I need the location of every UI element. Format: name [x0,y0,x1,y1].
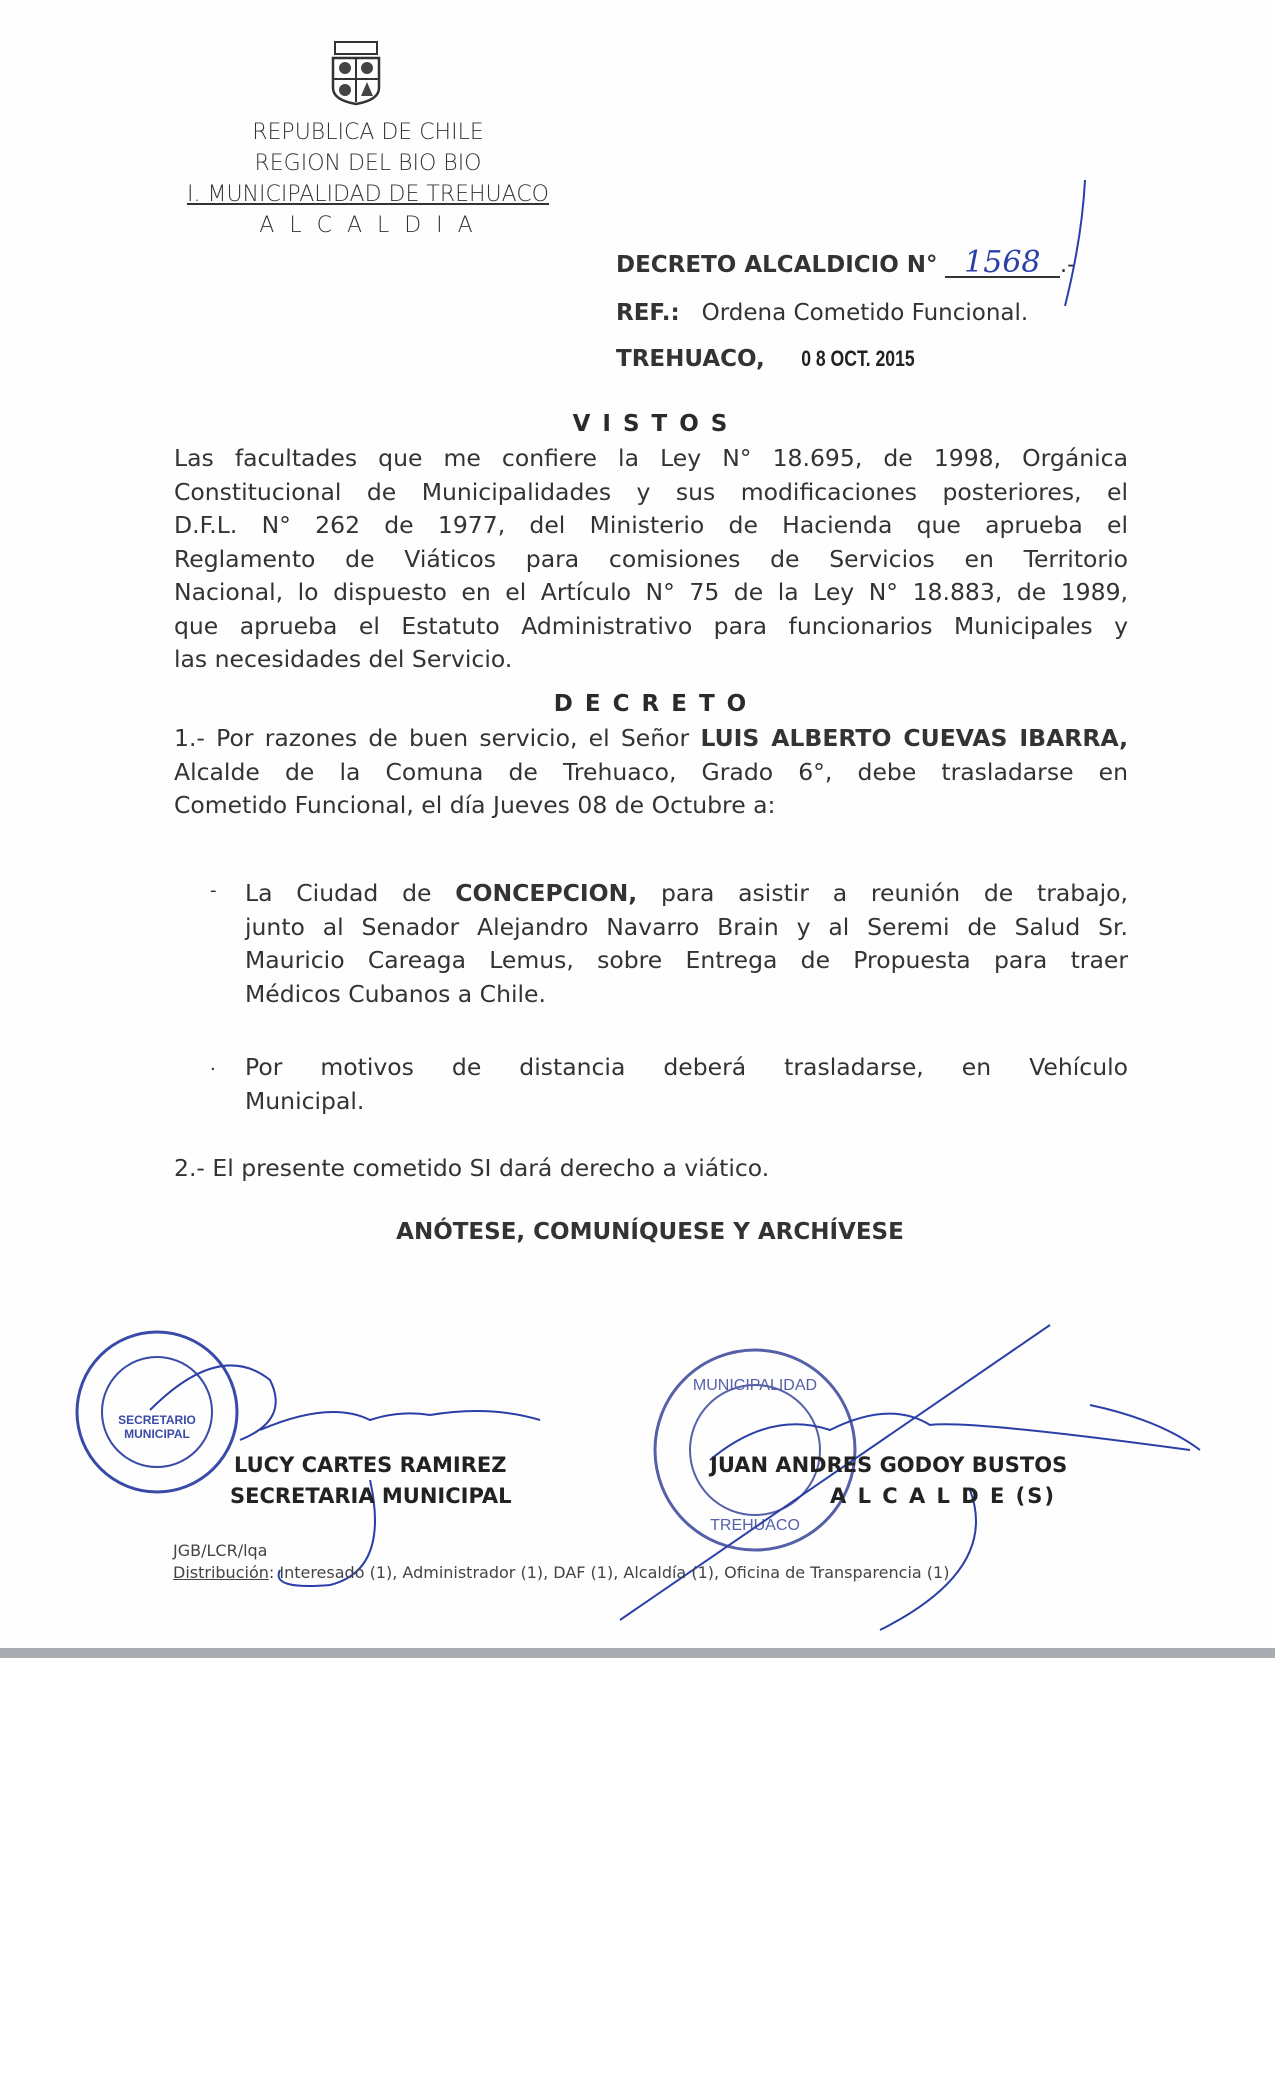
decree-label: DECRETO ALCALDICIO N° [616,252,938,278]
vistos-paragraph [174,442,1128,677]
item2-line: 2.- El presente cometido SI dará derecho a viático. [174,1154,770,1182]
svg-text:TREHUACO: TREHUACO [710,1517,800,1534]
svg-text:SECRETARIO: SECRETARIO [118,1413,196,1427]
city-name: CONCEPCION, [455,879,638,907]
vistos-line: las necesidades del Servicio. [174,645,513,673]
decreto-heading: D E C R E T O [553,691,749,717]
decreto-item-2 [174,1152,1128,1186]
secretary-stamp [77,1332,237,1492]
vistos-line: Las facultades que me confiere la Ley N° 18.695, de 1998, Orgánica [174,444,1128,472]
bullet-marker: . [210,1054,216,1075]
bullet2-line: Municipal. [245,1086,365,1115]
ref-line [616,300,1028,326]
bullet-marker: - [210,880,217,901]
place-date-line [616,346,929,372]
decree-suffix: .- [1059,252,1076,278]
item1-line: Alcalde de la Comuna de Trehuaco, Grado 6°, debe trasladarse en [174,757,1128,786]
header-region: REGION DEL BIO BIO [254,151,482,176]
distribution-label: Distribución [173,1563,269,1582]
decreto-bullet-2 [245,1051,1128,1118]
page-edge-shadow [0,1648,1275,1658]
secretary-name: LUCY CARTES RAMIREZ [234,1453,507,1477]
mayor-name-signature: JUAN ANDRES GODOY BUSTOS [710,1453,1068,1477]
handwritten-slash [1060,178,1090,308]
distribution-line [173,1563,949,1582]
mayor-name: LUIS ALBERTO CUEVAS IBARRA, [700,724,1128,752]
mayor-title: A L C A L D E (S) [830,1484,1056,1508]
header-republic: REPUBLICA DE CHILE [252,120,484,145]
ref-text: Ordena Cometido Funcional. [701,300,1029,326]
secretary-title: SECRETARIA MUNICIPAL [230,1484,512,1508]
vistos-line: que aprueba el Estatuto Administrativo para funcionarios Municipales y [174,611,1128,640]
svg-text:MUNICIPALIDAD: MUNICIPALIDAD [692,1377,818,1394]
vistos-line: Nacional, lo dispuesto en el Artículo N° 75 de la Ley N° 18.883, de 1989, [174,578,1128,606]
item1-line: Cometido Funcional, el día Jueves 08 de Octubre a: [174,791,776,819]
initials: JGB/LCR/lqa [173,1541,268,1560]
vistos-line: D.F.L. N° 262 de 1977, del Ministerio de Hacienda que aprueba el [174,511,1128,539]
ref-label: REF.: [616,300,680,326]
bullet1-line: Mauricio Careaga Lemus, sobre Entrega de Propuesta para traer [245,946,1128,974]
signature-strokes [150,1325,1200,1630]
date-stamp: 0 8 OCT. 2015 [800,346,915,371]
item1-text: 1.- Por razones de buen servicio, el Señor [174,724,701,752]
header-municipality: I. MUNICIPALIDAD DE TREHUACO [187,182,549,207]
decree-number-handwritten: 1568 [945,250,1060,278]
vistos-line: Reglamento de Viáticos para comisiones de Servicios en Territorio [174,544,1128,573]
bullet1-line: junto al Senador Alejandro Navarro Brain y al Seremi de Salud Sr. [245,912,1128,941]
svg-text:MUNICIPAL: MUNICIPAL [124,1427,190,1441]
decreto-bullet-1 [245,877,1128,1011]
vistos-line: Constitucional de Municipalidades y sus modificaciones posteriores, el [174,477,1128,506]
decreto-item-1 [174,722,1128,823]
header-alcaldia: A L C A L D I A [259,213,477,238]
decree-number-line [616,245,1076,280]
place: TREHUACO, [616,346,765,372]
bullet2-line: Por motivos de distancia deberá trasladarse, en Vehículo [245,1053,1128,1081]
bullet1-line: Médicos Cubanos a Chile. [245,979,546,1008]
bullet1-text: La Ciudad de [245,879,456,907]
bullet1-text: para asistir a reunión de trabajo, [637,879,1128,907]
distribution-list: : Interesado (1), Administrador (1), DAF (1), Alcaldía (1), Oficina de Transparencia (1) [268,1563,950,1582]
closing-formula: ANÓTESE, COMUNÍQUESE Y ARCHÍVESE [396,1219,904,1245]
coat-of-arms-logo [325,40,387,106]
vistos-heading: V I S T O S [572,411,730,437]
mayor-stamp [655,1350,855,1550]
